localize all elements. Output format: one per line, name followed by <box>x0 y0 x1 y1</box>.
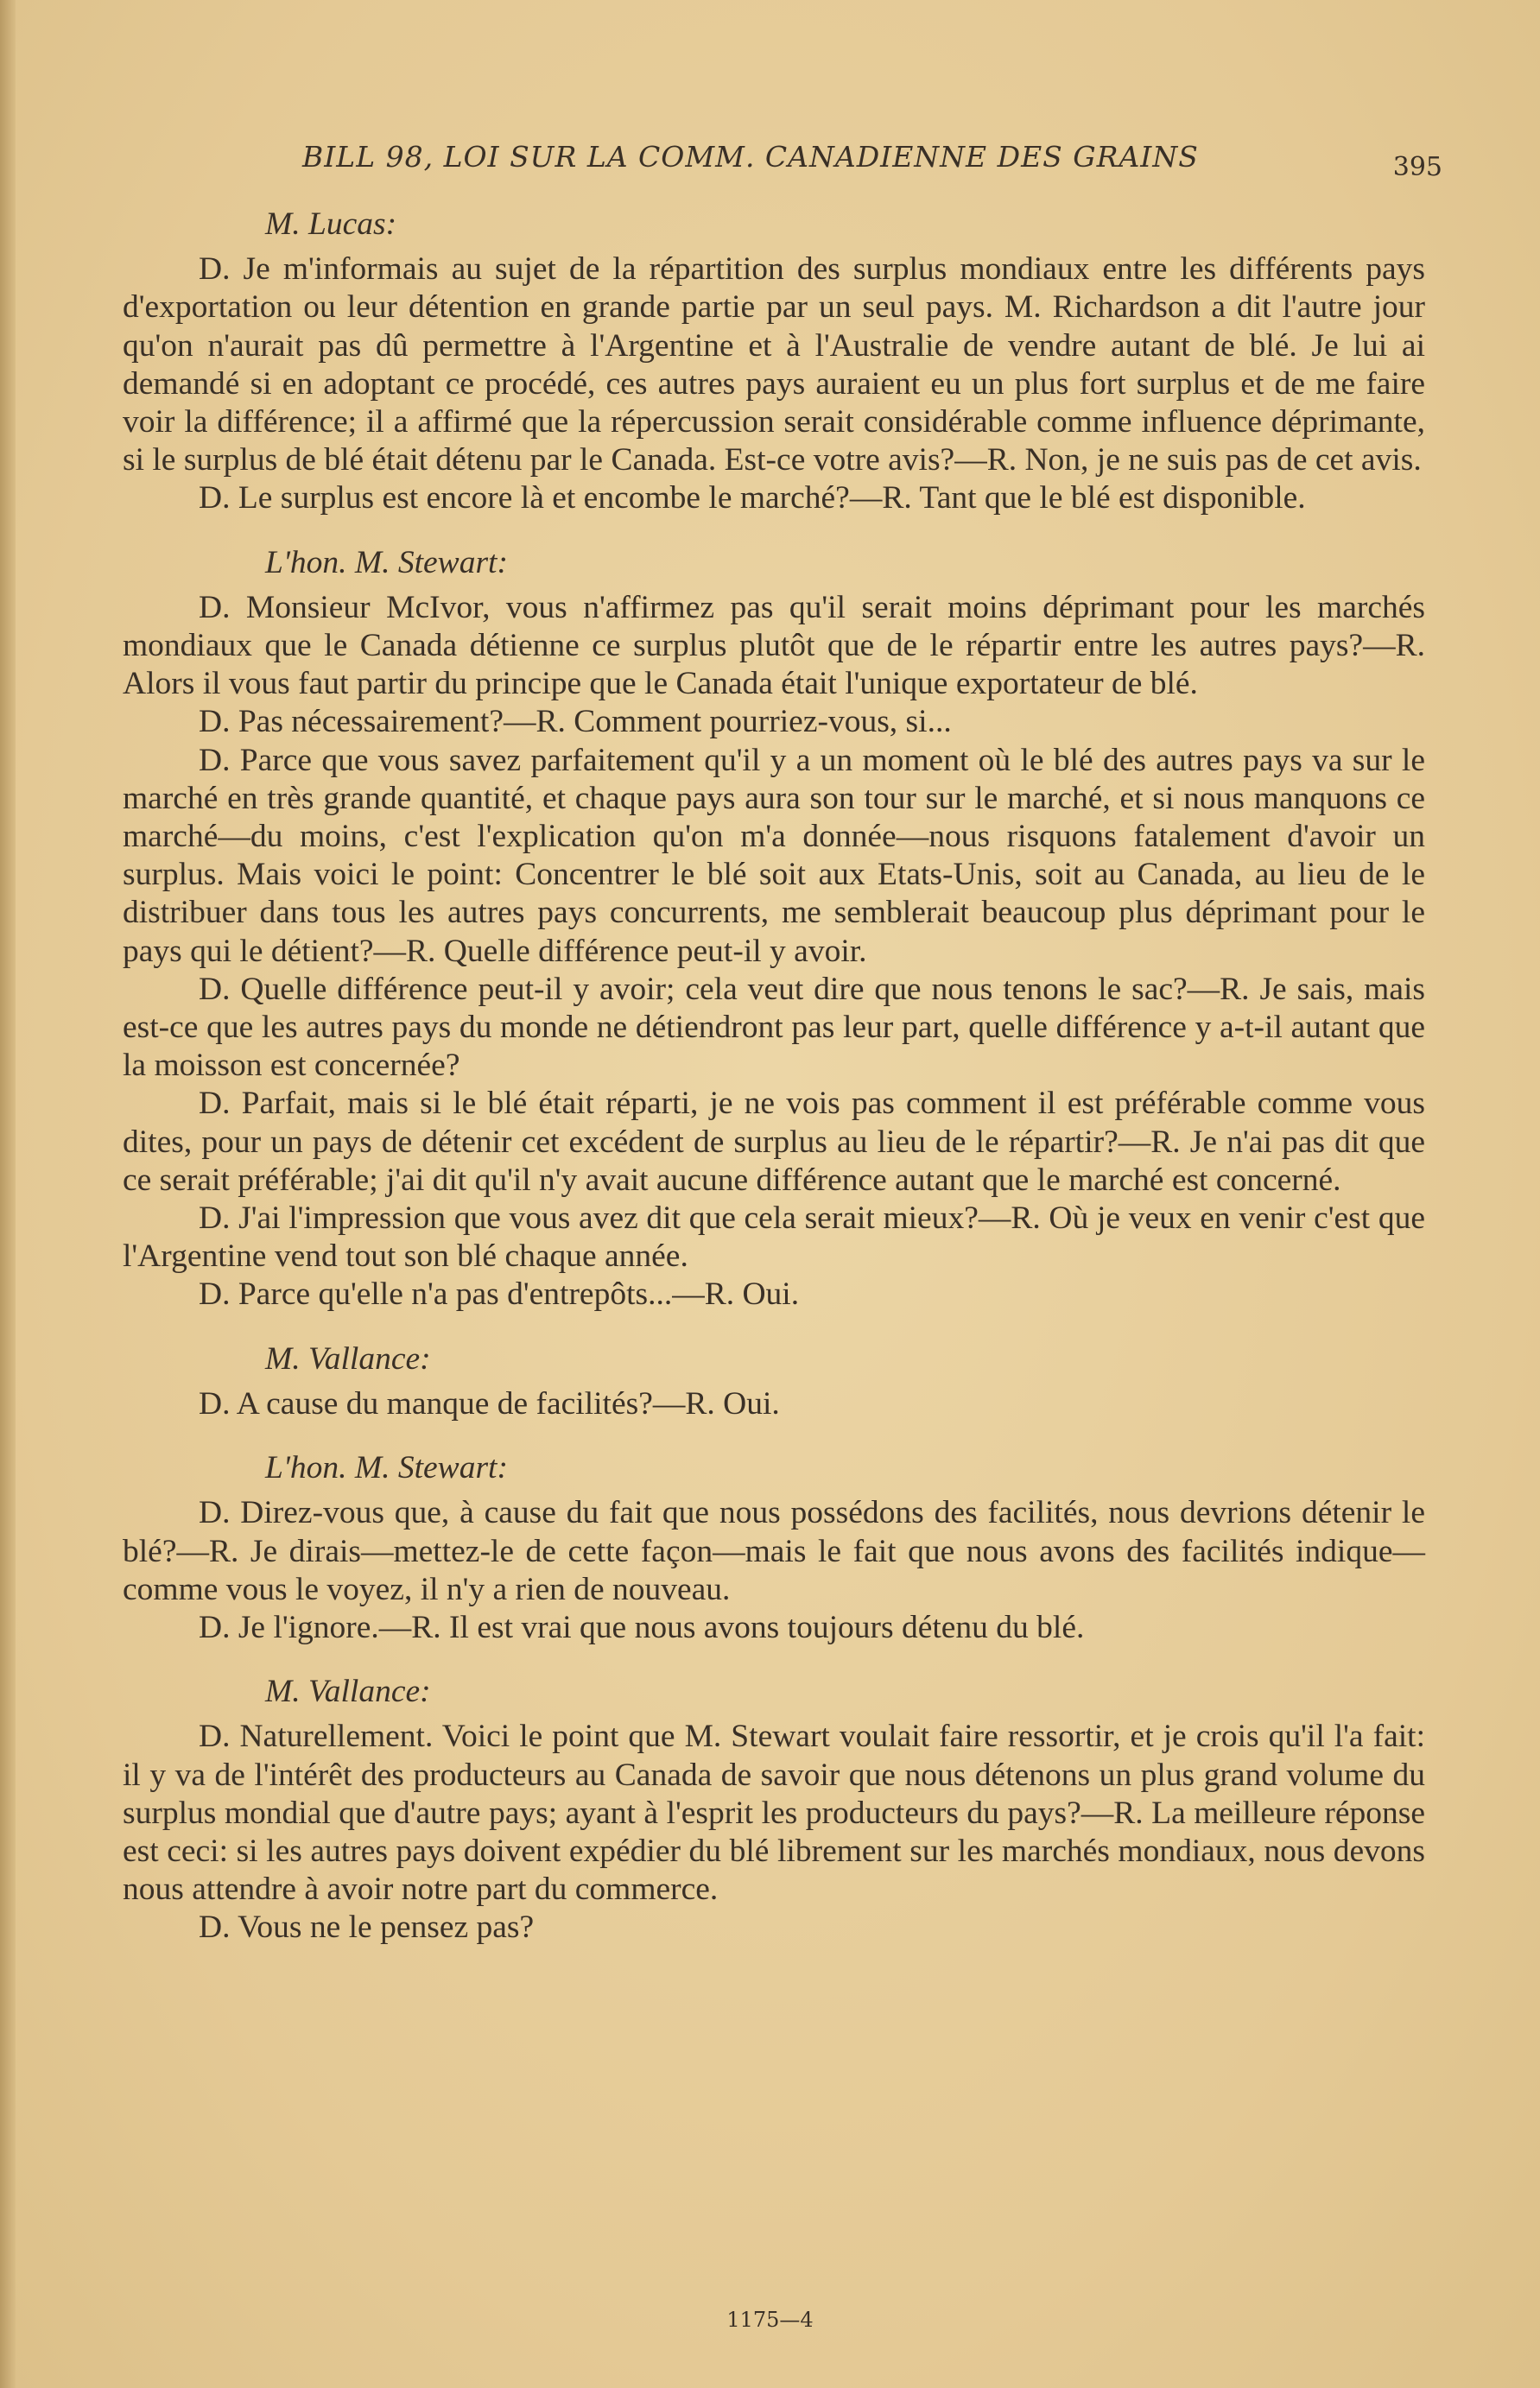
speaker-label: L'hon. M. Stewart: <box>265 1450 508 1486</box>
speaker-label: M. Vallance: <box>265 1674 431 1710</box>
page-number: 395 <box>1392 152 1442 182</box>
transcript-paragraph: D. Monsieur McIvor, vous n'affirmez pas qu'il serait moins déprimant pour les marchés mondiaux que le Canada détienne ce surplus plutôt que de le répartir entre les autres pays?—R. Alors il vous faut partir du principe que le Canada était l'unique exportateur de blé. <box>123 589 1425 702</box>
speaker-label: M. Lucas: <box>265 206 397 242</box>
speaker-label: M. Vallance: <box>265 1340 431 1377</box>
signature-mark: 1175—4 <box>726 2308 814 2332</box>
transcript-paragraph: D. Naturellement. Voici le point que M. Stewart voulait faire ressortir, et je crois qu'il l'a fait: il y va de l'intérêt des producteurs au Canada de savoir que nous détenons un plus grand volume du surplus mondial que d'autre pays; ayant à l'esprit les producteurs du pays?—R. La meilleure réponse est ceci: si les autres pays doivent expédier du blé librement sur les marchés mondiaux, nous devons nous attendre à avoir notre part du commerce. <box>123 1719 1425 1908</box>
transcript-paragraph: D. Direz-vous que, à cause du fait que nous possédons des facilités, nous devrions détenir le blé?—R. Je dirais—mettez-le de cette façon—mais le fait que nous avons des facilités indique—comme vous le voyez, il n'y a rien de nouveau. <box>123 1495 1425 1607</box>
transcript-paragraph: D. Parfait, mais si le blé était réparti, je ne vois pas comment il est préférable comme vous dites, pour un pays de détenir cet excédent de surplus au lieu de le répartir?—R. Je n'ai pas dit que ce serait préférable; j'ai dit qu'il n'y avait aucune différence autant que le marché est concerné. <box>123 1086 1425 1198</box>
transcript-paragraph: D. Parce qu'elle n'a pas d'entrepôts...—R. Oui. <box>199 1276 800 1313</box>
speaker-label: L'hon. M. Stewart: <box>265 544 508 580</box>
transcript-paragraph: D. Quelle différence peut-il y avoir; cela veut dire que nous tenons le sac?—R. Je sais, mais est-ce que les autres pays du monde ne détiendront pas leur part, quelle différence y a-t-il autant que la moisson est concernée? <box>123 971 1425 1084</box>
running-head: BILL 98, LOI SUR LA COMM. CANADIENNE DES GRAINS <box>302 140 1199 174</box>
transcript-paragraph: D. Parce que vous savez parfaitement qu'il y a un moment où le blé des autres pays va sur le marché en très grande quantité, et chaque pays aura son tour sur le marché, et si nous manquons ce marché—du moins, c'est l'explication qu'on m'a donnée—nous risquons fatalement d'avoir un surplus. Mais voici le point: Concentrer le blé soit aux Etats-Unis, soit au Canada, au lieu de le distribuer dans tous les autres pays concurrents, me semblerait beaucoup plus déprimant pour le pays qui le détient?—R. Quelle différence peut-il y avoir. <box>123 742 1425 969</box>
transcript-paragraph: D. Vous ne le pensez pas? <box>199 1910 535 1946</box>
transcript-paragraph: D. Je m'informais au sujet de la répartition des surplus mondiaux entre les différents pays d'exportation ou leur détention en grande partie par un seul pays. M. Richardson a dit l'autre jour qu'on n'aurait pas dû permettre à l'Argentine et à l'Australie de vendre autant de blé. Je lui ai demandé si en adoptant ce procédé, ces autres pays auraient eu un plus fort surplus et de me faire voir la différence; il a affirmé que la répercussion serait considérable comme influence déprimante, si le surplus de blé était détenu par le Canada. Est-ce votre avis?—R. Non, je ne suis pas de cet avis. <box>123 251 1425 478</box>
transcript-paragraph: D. Je l'ignore.—R. Il est vrai que nous avons toujours détenu du blé. <box>199 1609 1085 1645</box>
transcript-paragraph: D. J'ai l'impression que vous avez dit que cela serait mieux?—R. Où je veux en venir c'est que l'Argentine vend tout son blé chaque année. <box>123 1200 1425 1275</box>
page-binding-edge <box>0 0 16 2388</box>
transcript-body <box>123 206 1425 1948</box>
page-header <box>302 140 1442 192</box>
transcript-paragraph: D. A cause du manque de facilités?—R. Oui. <box>199 1385 780 1422</box>
transcript-paragraph: D. Pas nécessairement?—R. Comment pourriez-vous, si... <box>199 704 952 740</box>
transcript-paragraph: D. Le surplus est encore là et encombe le marché?—R. Tant que le blé est disponible. <box>199 480 1306 516</box>
